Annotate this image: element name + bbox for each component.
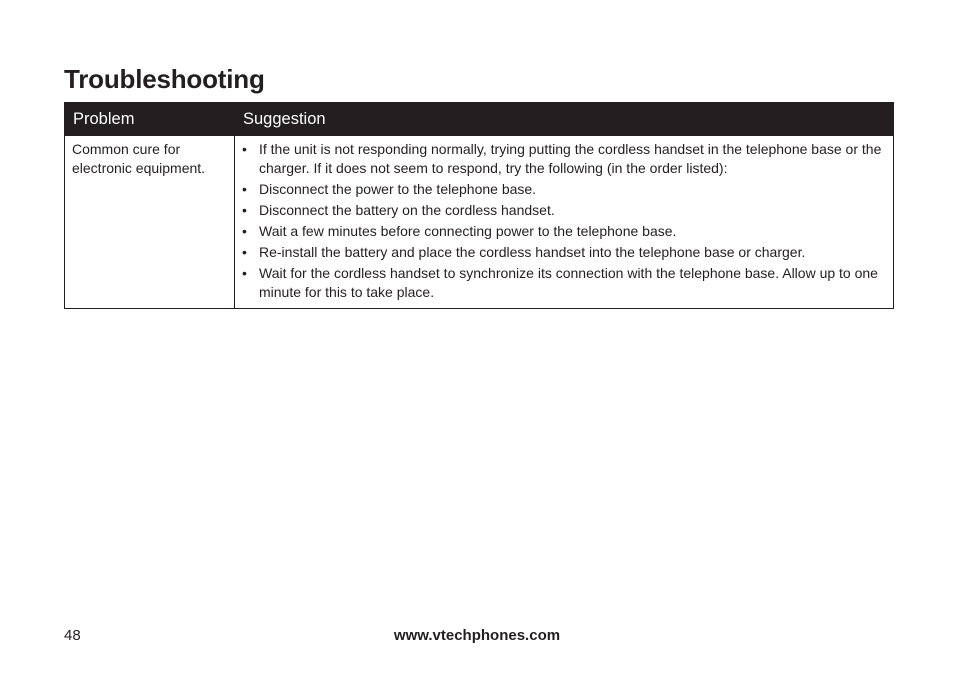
bullet-icon: • (242, 265, 247, 281)
footer-url: www.vtechphones.com (393, 627, 561, 644)
bullet-icon: • (242, 141, 247, 157)
page-title: Troubleshooting (64, 64, 265, 94)
suggestion-text: Wait for the cordless handset to synchronize its connection with the telephone base. Allow up to one minute for this to take place. (259, 265, 878, 300)
bullet-icon: • (242, 223, 247, 239)
list-item (242, 243, 886, 262)
column-header-suggestion: Suggestion (235, 103, 894, 136)
suggestion-cell (235, 136, 894, 309)
list-item (242, 201, 886, 220)
suggestion-text: Wait a few minutes before connecting power to the telephone base. (259, 223, 677, 239)
column-header-problem: Problem (65, 103, 235, 136)
list-item (242, 180, 886, 199)
list-item (242, 264, 886, 302)
list-item (242, 222, 886, 241)
suggestion-text: If the unit is not responding normally, trying putting the cordless handset in the telephone base or the charger. If it does not seem to respond, try the following (in the order listed): (259, 141, 882, 176)
page-number: 48 (64, 627, 81, 644)
bullet-icon: • (242, 244, 247, 260)
bullet-icon: • (242, 202, 247, 218)
troubleshooting-table (64, 102, 894, 309)
bullet-icon: • (242, 181, 247, 197)
suggestion-text: Re-install the battery and place the cordless handset into the telephone base or charger. (259, 244, 806, 260)
table-header-row (65, 103, 894, 136)
suggestion-text: Disconnect the battery on the cordless handset. (259, 202, 555, 218)
list-item (242, 140, 886, 178)
suggestion-text: Disconnect the power to the telephone base. (259, 181, 537, 197)
suggestion-list (242, 140, 886, 302)
table-row (65, 136, 894, 309)
problem-cell: Common cure for electronic equipment. (65, 136, 235, 309)
